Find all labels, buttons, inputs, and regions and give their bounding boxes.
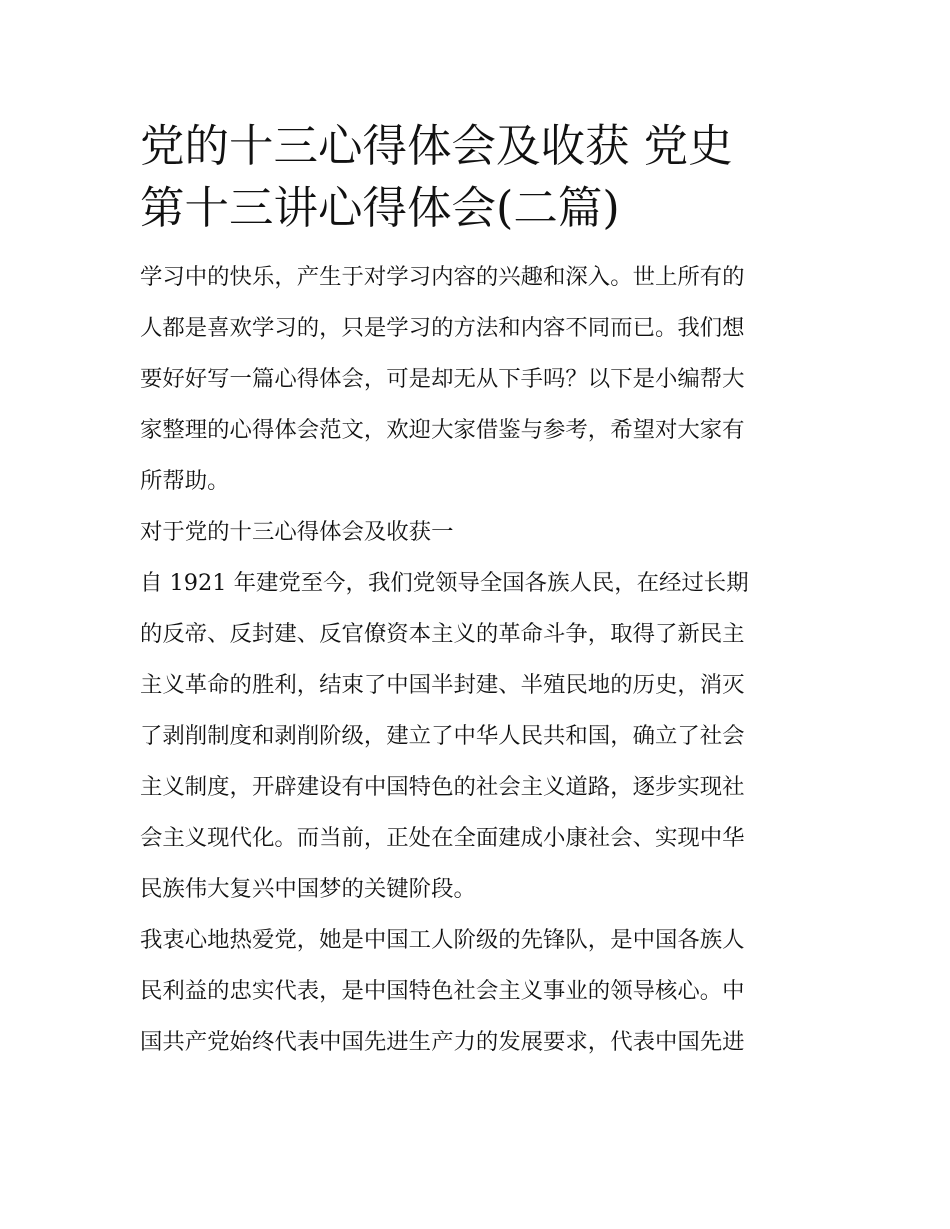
- text-line: 民族伟大复兴中国梦的关键阶段。: [140, 876, 476, 902]
- text-line: 家整理的心得体会范文，欢迎大家借鉴与参考，希望对大家有: [140, 417, 745, 443]
- text-line: 所帮助。: [140, 468, 230, 494]
- document-content: [140, 116, 812, 1068]
- document-body: [140, 252, 812, 1068]
- text-line: 了剥削制度和剥削阶级，建立了中华人民共和国，确立了社会: [140, 723, 745, 749]
- body-paragraph: [140, 915, 812, 1068]
- text-line: 对于党的十三心得体会及收获一: [140, 519, 454, 545]
- text-line: 的反帝、反封建、反官僚资本主义的革命斗争，取得了新民主: [140, 621, 745, 647]
- text-line: 会主义现代化。而当前，正处在全面建成小康社会、实现中华: [140, 825, 745, 851]
- section-heading: [140, 507, 812, 558]
- document-title: [140, 116, 812, 240]
- text-line: 国共产党始终代表中国先进生产力的发展要求，代表中国先进: [140, 1029, 745, 1055]
- text-line: 我衷心地热爱党，她是中国工人阶级的先锋队，是中国各族人: [140, 927, 745, 953]
- text-line: 自 1921 年建党至今，我们党领导全国各族人民，在经过长期: [140, 570, 749, 596]
- body-paragraph: [140, 558, 812, 915]
- text-line: 主义制度，开辟建设有中国特色的社会主义道路，逐步实现社: [140, 774, 745, 800]
- title-line: 第十三讲心得体会(二篇): [140, 183, 620, 234]
- text-line: 学习中的快乐，产生于对学习内容的兴趣和深入。世上所有的: [140, 264, 745, 290]
- text-line: 主义革命的胜利，结束了中国半封建、半殖民地的历史，消灭: [140, 672, 745, 698]
- text-line: 人都是喜欢学习的，只是学习的方法和内容不同而已。我们想: [140, 315, 745, 341]
- intro-paragraph: [140, 252, 812, 507]
- title-line: 党的十三心得体会及收获 党史: [140, 121, 733, 172]
- text-line: 要好好写一篇心得体会，可是却无从下手吗？以下是小编帮大: [140, 366, 745, 392]
- text-line: 民利益的忠实代表，是中国特色社会主义事业的领导核心。中: [140, 978, 745, 1004]
